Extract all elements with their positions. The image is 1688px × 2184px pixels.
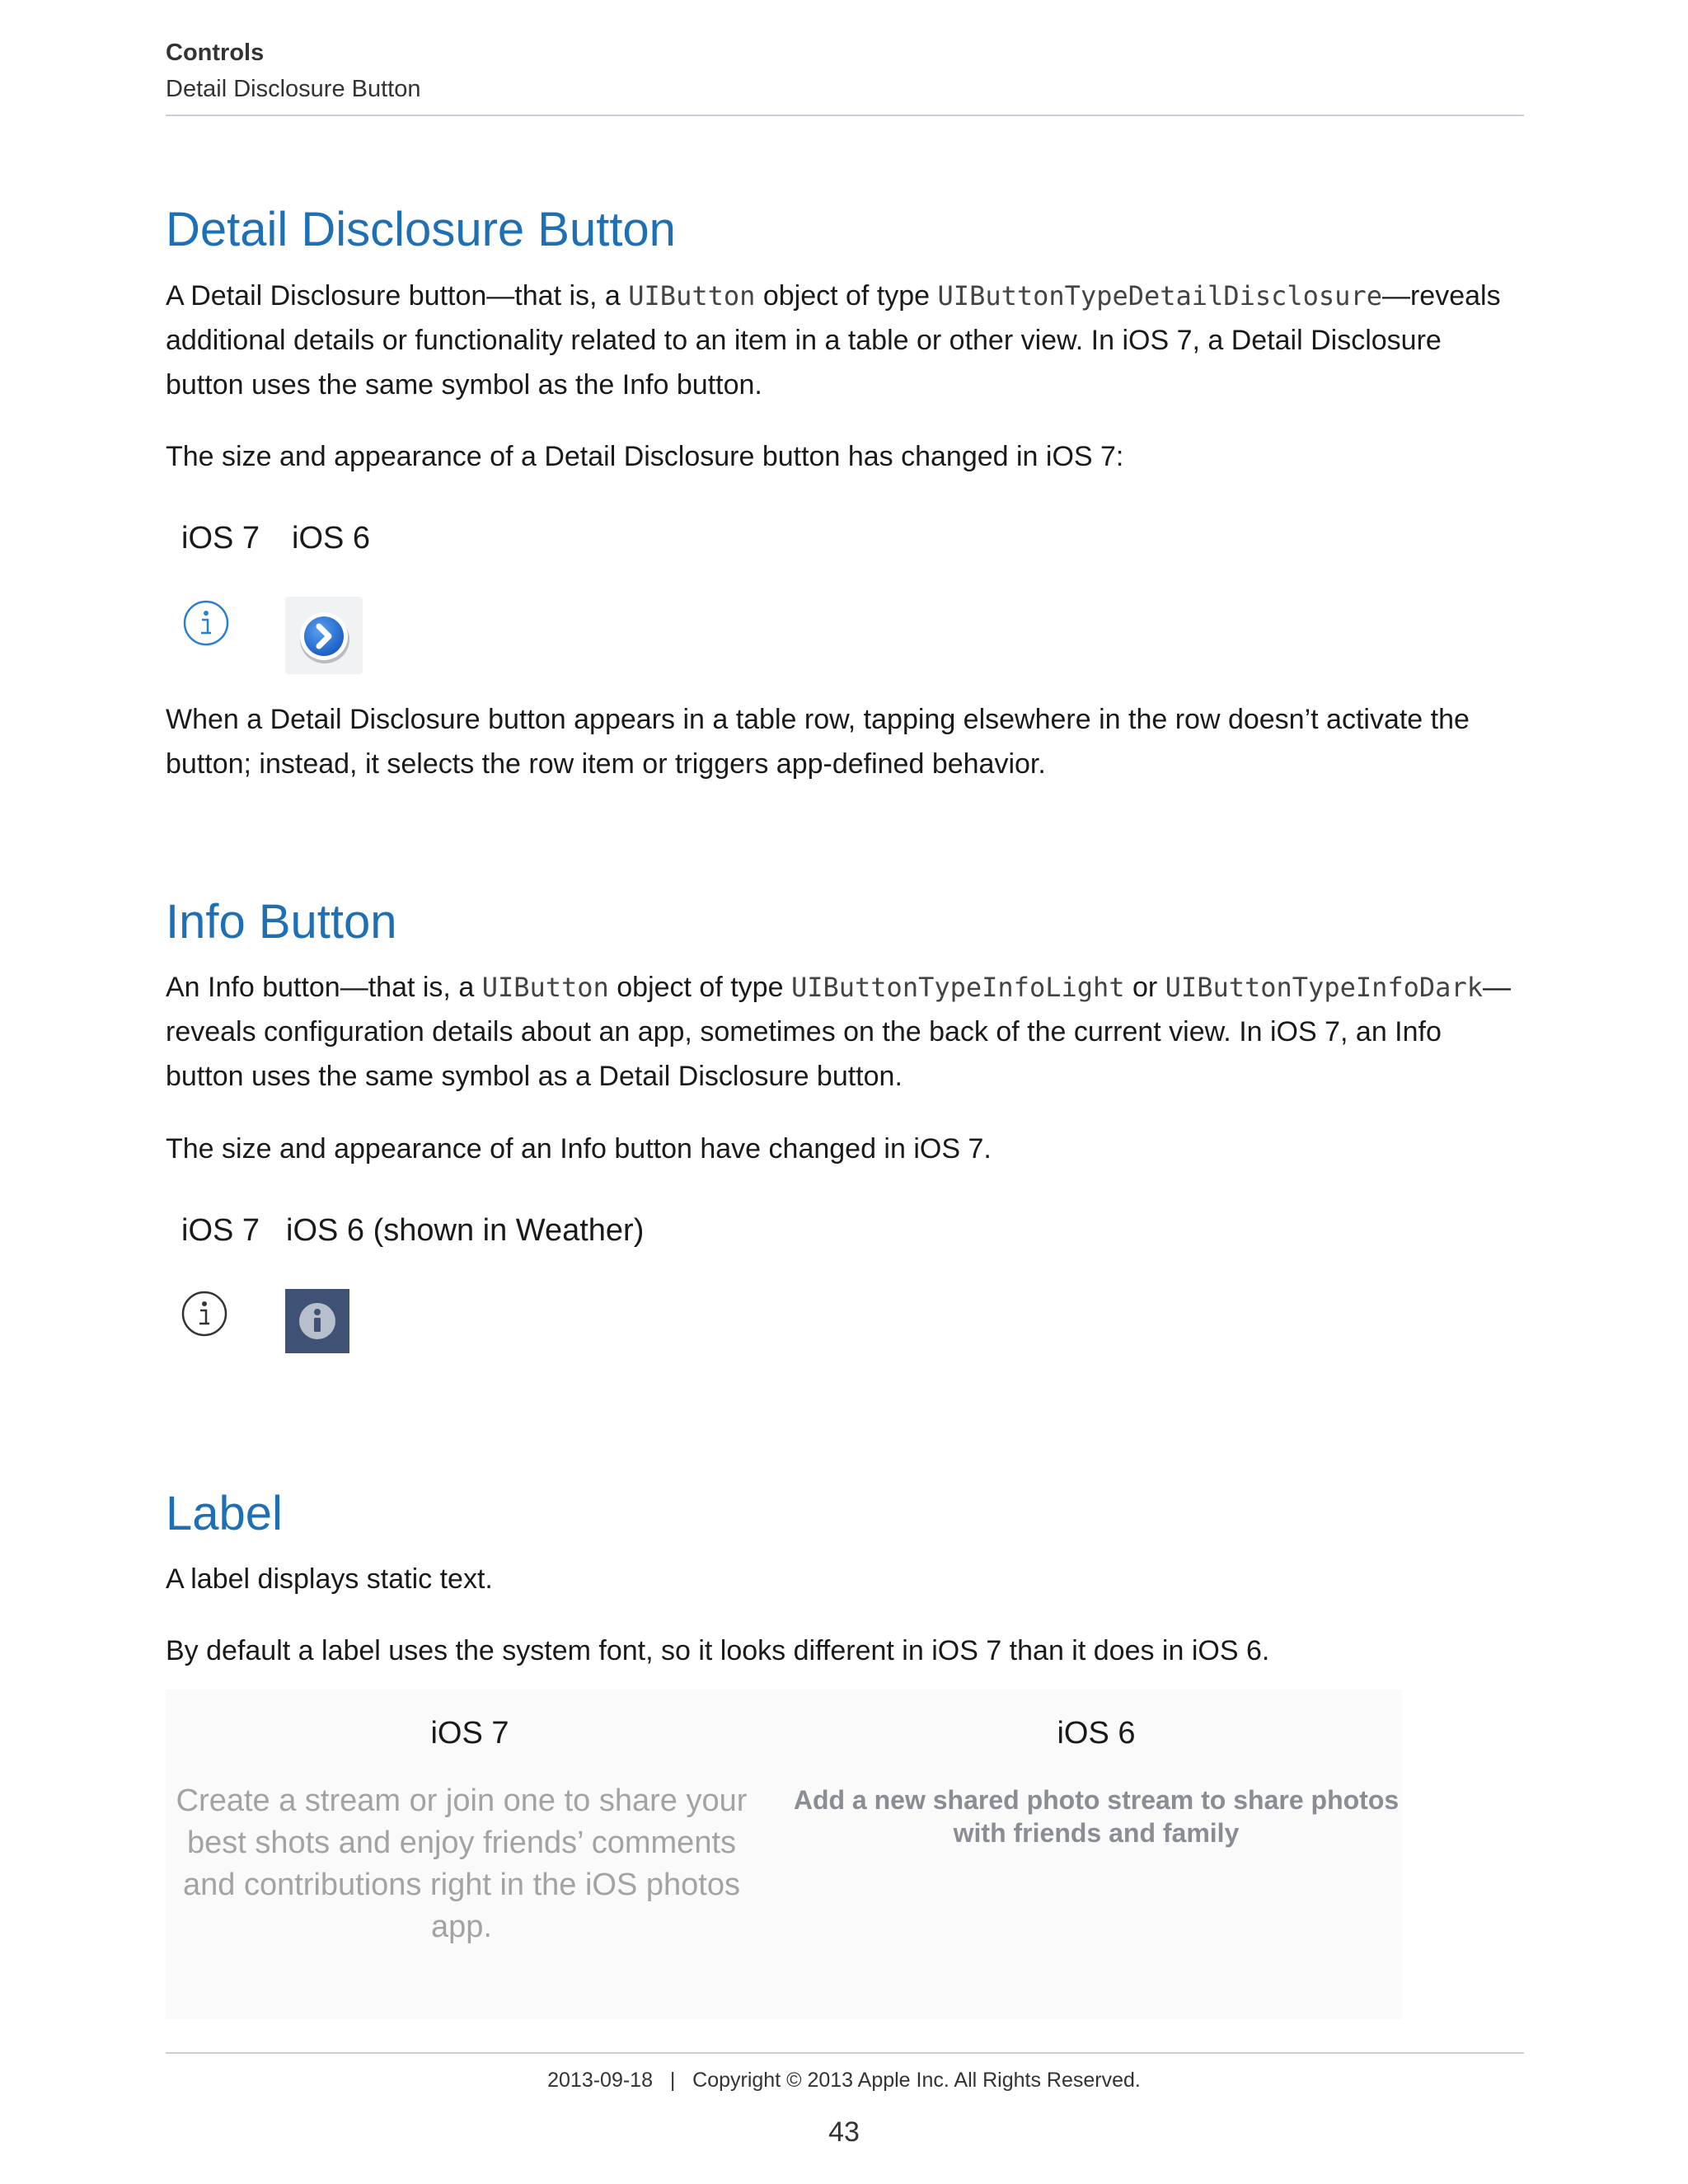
caption-ios6: iOS 6: [1057, 1716, 1136, 1750]
label-paragraph-2: By default a label uses the system font, so it looks different in iOS 7 than it does in iOS 6.: [166, 1635, 1270, 1666]
caption-ios6-weather: iOS 6 (shown in Weather): [286, 1213, 645, 1248]
code-uibuttontypeinfolight: UIButtonTypeInfoLight: [790, 972, 1125, 1003]
info-button-heading: Info Button: [166, 895, 397, 949]
info-button-paragraph-2: The size and appearance of an Info button have changed in iOS 7.: [166, 1133, 992, 1165]
header-page-title: Detail Disclosure Button: [166, 76, 421, 102]
ios6-detail-disclosure-icon: [285, 597, 363, 674]
info-button-paragraph-1: An Info button—that is, a UIButton object of type UIButtonTypeInfoLight or UIButtonTypeInfoDark—reveals configuration details about an app, sometimes on the back of the current view. In iOS 7, an Info button uses the same symbol as a Detail Disclosure button.: [166, 972, 1511, 1092]
ios6-label-sample: Add a new shared photo stream to share photos with friends and family: [793, 1785, 1400, 1848]
caption-ios7: iOS 7: [181, 521, 260, 555]
detail-disclosure-heading: Detail Disclosure Button: [166, 203, 676, 256]
header-section: Controls: [166, 40, 265, 66]
detail-disclosure-paragraph-2: The size and appearance of a Detail Disclosure button has changed in iOS 7:: [166, 441, 1124, 472]
page-number: 43: [828, 2116, 860, 2148]
ios7-info-icon: [182, 599, 230, 651]
code-uibutton: UIButton: [481, 972, 609, 1003]
label-paragraph-1: A label displays static text.: [166, 1563, 493, 1595]
header-divider: [166, 115, 1524, 116]
caption-ios7: iOS 7: [181, 1213, 260, 1248]
code-uibuttontypedetaildisclosure: UIButtonTypeDetailDisclosure: [937, 280, 1382, 312]
detail-disclosure-paragraph-3: When a Detail Disclosure button appears in a table row, tapping elsewhere in the row doesn’t activate the button; instead, it selects the row item or triggers app-defined behavior.: [166, 704, 1470, 780]
code-uibutton: UIButton: [628, 280, 756, 312]
code-uibuttontypeinfodark: UIButtonTypeInfoDark: [1165, 972, 1483, 1003]
footer-copyright: 2013-09-18 | Copyright © 2013 Apple Inc. All Rights Reserved.: [547, 2069, 1141, 2092]
footer-divider: [166, 2052, 1524, 2054]
detail-disclosure-paragraph-1: A Detail Disclosure button—that is, a UIButton object of type UIButtonTypeDetailDisclosure—reveals additional details or functionality related to an item in a table or other view. In iOS 7, a Detail Disclosure button uses the same symbol as the Info button.: [166, 280, 1501, 401]
caption-ios7: iOS 7: [430, 1716, 509, 1750]
caption-ios6: iOS 6: [292, 521, 371, 555]
ios7-label-sample: Create a stream or join one to share your best shots and enjoy friends’ comments and contributions right in the iOS photos app.: [176, 1783, 748, 1944]
ios7-info-icon: [181, 1290, 228, 1342]
label-heading: Label: [166, 1487, 283, 1540]
ios6-weather-info-icon: [285, 1289, 349, 1353]
